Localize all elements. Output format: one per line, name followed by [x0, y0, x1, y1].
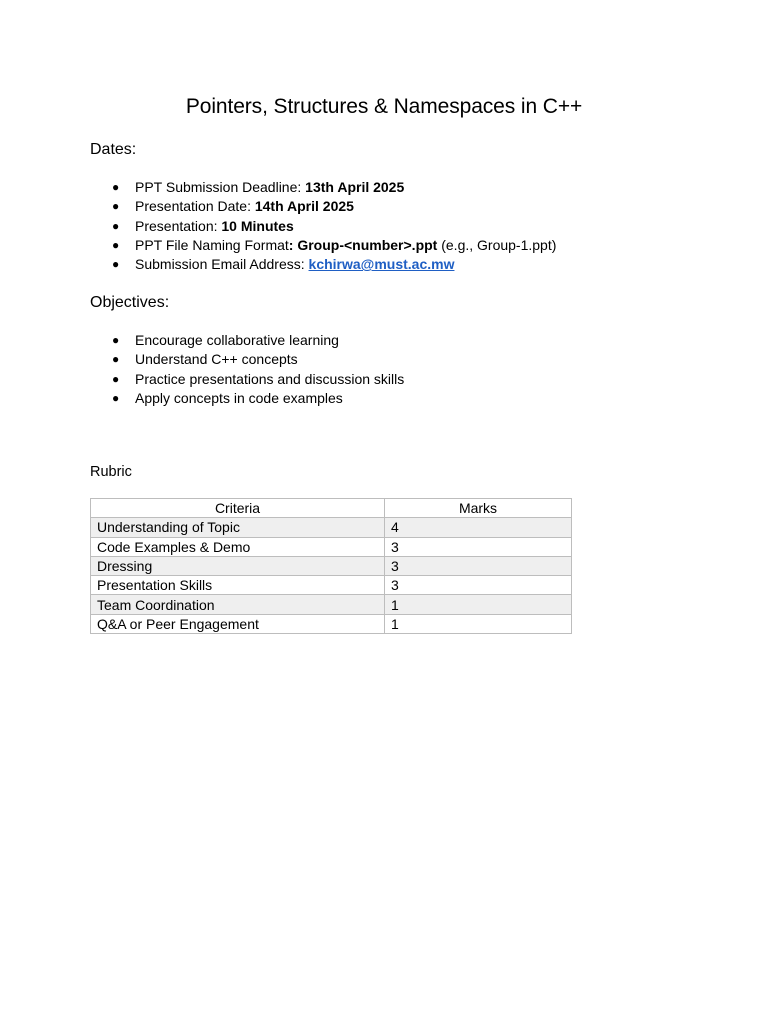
marks-cell: 4 [385, 518, 572, 537]
objective-text: Encourage collaborative learning [135, 332, 339, 348]
objectives-heading: Objectives: [90, 294, 170, 311]
dates-heading: Dates: [90, 141, 137, 158]
list-item [90, 217, 556, 236]
bullet-icon: ● [112, 390, 120, 405]
criteria-cell: Q&A or Peer Engagement [91, 614, 385, 633]
date-item-label: Presentation: [135, 217, 222, 234]
marks-cell: 3 [385, 576, 572, 595]
list-item [90, 350, 404, 369]
date-item-value: 10 Minutes [221, 217, 294, 234]
list-item [90, 389, 404, 408]
table-row [91, 614, 572, 633]
list-item [90, 197, 556, 216]
bullet-icon: ● [112, 352, 120, 367]
date-item-label: Presentation Date: [135, 198, 255, 215]
list-item [90, 236, 556, 255]
bullet-icon: ● [112, 218, 120, 233]
date-item-value: : Group-<number>.ppt [288, 236, 438, 253]
table-row [91, 537, 572, 556]
column-header-marks: Marks [385, 499, 572, 518]
table-row [91, 595, 572, 614]
column-header-criteria: Criteria [91, 499, 385, 518]
marks-cell: 3 [385, 556, 572, 575]
date-item-suffix: (e.g., Group-1.ppt) [437, 236, 557, 253]
table-header-row [91, 499, 572, 518]
list-item [90, 255, 556, 274]
date-item-label: PPT File Naming Format [135, 236, 289, 253]
marks-cell: 1 [385, 595, 572, 614]
criteria-cell: Dressing [91, 556, 385, 575]
objective-text: Practice presentations and discussion skills [135, 370, 405, 387]
criteria-cell: Code Examples & Demo [91, 537, 385, 556]
table-row [91, 576, 572, 595]
criteria-cell: Team Coordination [91, 595, 385, 614]
list-item [90, 331, 404, 350]
date-item-label: Submission Email Address: [135, 256, 309, 273]
criteria-cell: Understanding of Topic [91, 518, 385, 537]
list-item [90, 370, 404, 389]
bullet-icon: ● [112, 333, 120, 347]
bullet-icon: ● [112, 237, 120, 252]
date-item-value: 14th April 2025 [254, 198, 354, 215]
email-link[interactable]: kchirwa@must.ac.mw [308, 256, 455, 273]
bullet-icon: ● [112, 180, 120, 194]
date-item-label: PPT Submission Deadline: [135, 179, 306, 195]
rubric-table [90, 498, 572, 634]
bullet-icon: ● [112, 199, 120, 214]
objectives-list [90, 331, 404, 408]
bullet-icon: ● [112, 371, 120, 386]
marks-cell: 1 [385, 614, 572, 633]
table-row [91, 556, 572, 575]
table-row [91, 518, 572, 537]
list-item [90, 178, 556, 197]
page-title: Pointers, Structures & Namespaces in C++ [185, 95, 583, 118]
date-item-value: 13th April 2025 [305, 179, 405, 195]
criteria-cell: Presentation Skills [91, 576, 385, 595]
objective-text: Understand C++ concepts [135, 351, 298, 368]
dates-list [90, 178, 556, 274]
rubric-heading: Rubric [90, 464, 132, 480]
marks-cell: 3 [385, 537, 572, 556]
objective-text: Apply concepts in code examples [135, 389, 343, 406]
bullet-icon: ● [112, 257, 120, 272]
